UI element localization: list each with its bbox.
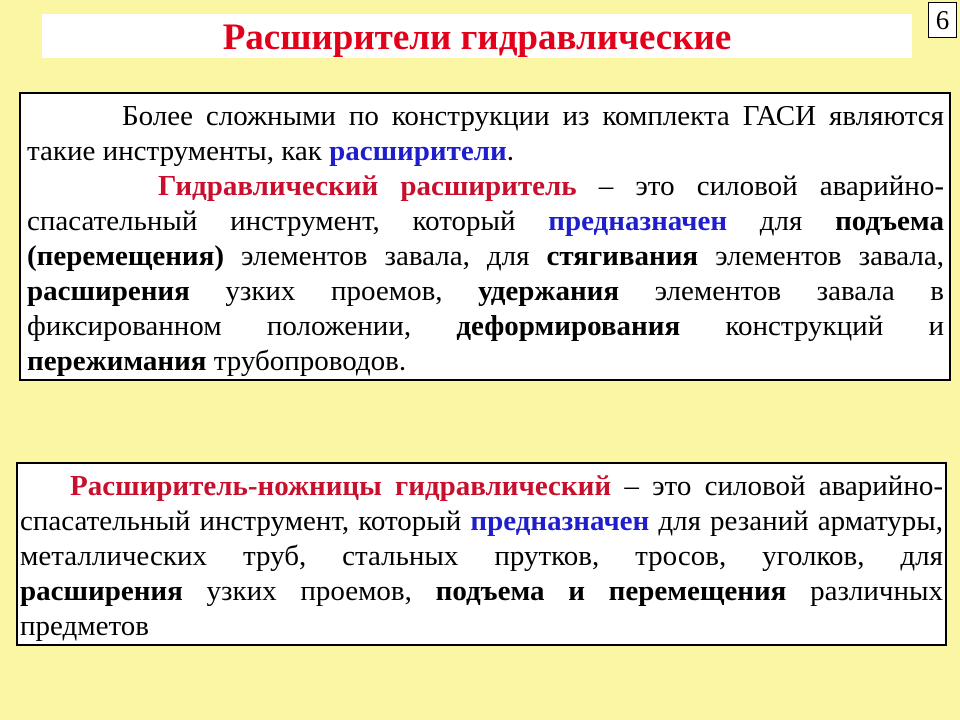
text-run: предметов <box>20 610 149 642</box>
text-run: различных <box>786 575 943 607</box>
text-run: элементов завала, для <box>223 240 547 272</box>
text-run: для резаний арматуры, <box>649 505 943 537</box>
text-line <box>27 169 944 204</box>
text-line <box>27 99 944 134</box>
key-term: расширители <box>329 135 507 167</box>
text-run: для <box>727 205 836 237</box>
text-line <box>20 574 943 609</box>
emphasis: подъема <box>835 205 944 237</box>
text-run: – это силовой аварийно- <box>611 470 943 502</box>
text-line <box>20 539 943 574</box>
emphasis: удержания <box>478 275 620 307</box>
text-run: трубопроводов. <box>206 345 407 377</box>
emphasis: подъема и перемещения <box>435 575 787 607</box>
text-run: узких проемов, <box>182 575 436 607</box>
text-run: конструкций и <box>680 310 944 342</box>
text-line <box>27 344 944 379</box>
expander-shears-definition-box <box>16 462 947 646</box>
emphasis: стягивания <box>546 240 699 272</box>
text-line <box>27 274 944 309</box>
text-run: узких проемов, <box>189 275 479 307</box>
text-line <box>27 309 944 344</box>
text-run: Более сложными по конструкции из комплекта ГАСИ являются <box>122 100 944 132</box>
key-term: предназначен <box>548 205 728 237</box>
text-line <box>20 609 943 644</box>
text-line <box>27 239 944 274</box>
text-run: спасательный инструмент, который <box>20 505 471 537</box>
defined-term: Расширитель-ножницы гидравлический <box>70 470 612 502</box>
definition-paragraph <box>20 469 943 644</box>
title-bar <box>42 14 912 58</box>
text-line <box>27 204 944 239</box>
text-run: элементов завала, <box>698 240 944 272</box>
text-run: спасательный инструмент, который <box>27 205 549 237</box>
text-run: металлических труб, стальных прутков, тросов, уголков, для <box>20 540 943 572</box>
text-run: фиксированном положении, <box>27 310 457 342</box>
text-line <box>27 134 944 169</box>
intro-paragraph <box>27 99 944 169</box>
text-run: – это силовой аварийно- <box>576 170 944 202</box>
key-term: предназначен <box>470 505 650 537</box>
text-line <box>20 504 943 539</box>
expanders-definition-box <box>19 92 951 381</box>
slide-title: Расширители гидравлические <box>222 17 732 58</box>
emphasis: пережимания <box>27 345 207 377</box>
text-run: элементов завала в <box>619 275 945 307</box>
emphasis: расширения <box>27 275 190 307</box>
emphasis: (перемещения) <box>27 240 224 272</box>
definition-paragraph <box>27 169 944 379</box>
text-run: такие инструменты, как <box>27 135 330 167</box>
page-number-badge: 6 <box>928 2 957 38</box>
emphasis: расширения <box>20 575 183 607</box>
text-line <box>20 469 943 504</box>
defined-term: Гидравлический расширитель <box>158 170 577 202</box>
emphasis: деформирования <box>456 310 681 342</box>
text-run: . <box>506 135 514 167</box>
